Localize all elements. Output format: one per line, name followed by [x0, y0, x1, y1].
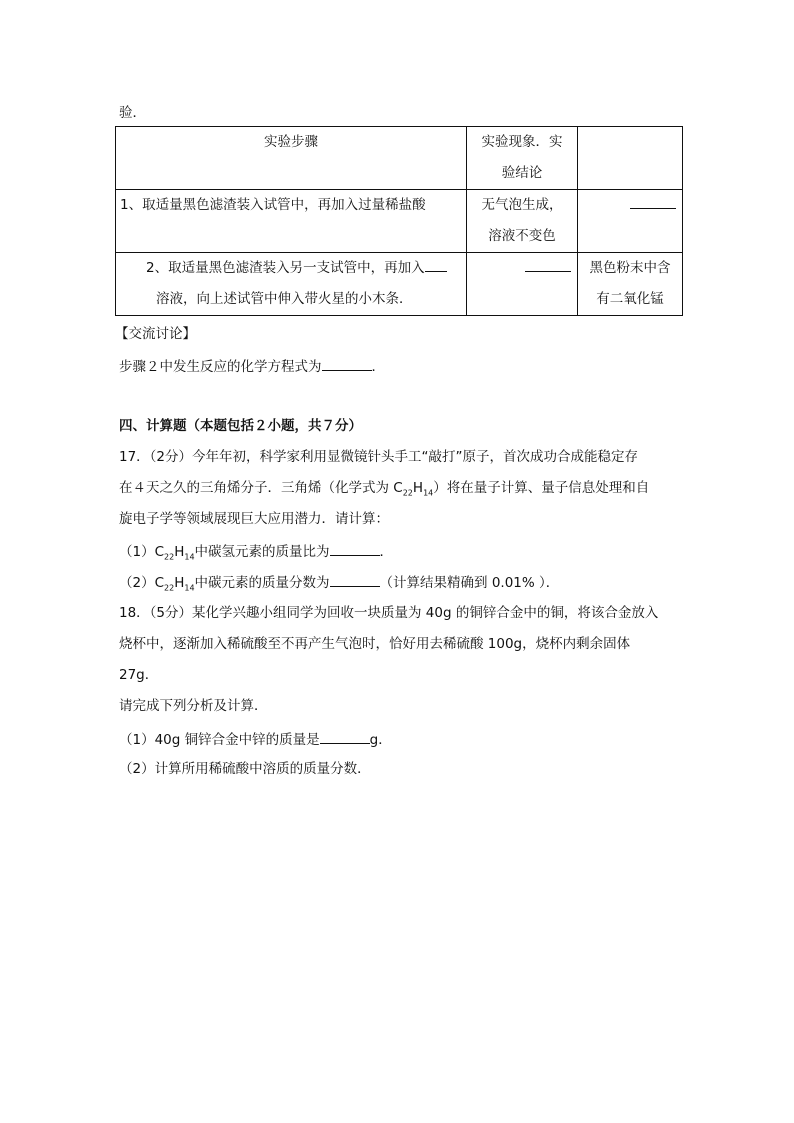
- answer-blank[interactable]: [330, 572, 380, 587]
- q18-line4: 请完成下列分析及计算．: [119, 698, 268, 714]
- discussion-prompt: 步骤２中发生反应的化学方程式为 ．: [119, 356, 385, 376]
- experiment-table: [115, 126, 683, 316]
- header-observation: 实验现象．实 验结论: [467, 127, 578, 190]
- row2-conclusion: 黑色粉末中含 有二氧化锰: [578, 253, 683, 316]
- q17-sub1: $(1)C_{22}H_{14}$中碳氢元素的质量比为 ．: [119, 541, 393, 561]
- q18-line2: 烧杯中，逐渐加入稀硫酸至不再产生气泡时，恰好用去稀硫酸 100g，烧杯内剩余固体: [119, 636, 631, 652]
- q18-sub2: （2）计算所用稀硫酸中溶质的质量分数．: [119, 761, 371, 777]
- answer-blank[interactable]: [425, 257, 447, 272]
- q17-line3: 旋电子学等领域展现巨大应用潜力．请计算：: [119, 511, 389, 527]
- answer-blank[interactable]: [320, 729, 370, 744]
- answer-blank[interactable]: [330, 541, 380, 556]
- table-row: [116, 190, 683, 253]
- row1-step: 1、取适量黑色滤渣装入试管中，再加入过量稀盐酸: [116, 190, 467, 253]
- row1-observation: 无气泡生成， 溶液不变色: [467, 190, 578, 253]
- row2-observation: [467, 253, 578, 316]
- q18-sub1: （1）40g 铜锌合金中锌的质量是 g．: [119, 729, 392, 749]
- answer-blank[interactable]: [322, 356, 372, 371]
- q18-line1: 18．（5分）某化学兴趣小组同学为回收一块质量为 40g 的铜锌合金中的铜，将该合金放入: [119, 605, 659, 621]
- q18-line3: 27g．: [119, 667, 159, 683]
- discussion-heading: 【交流讨论】: [115, 326, 196, 342]
- answer-blank[interactable]: [525, 257, 571, 272]
- intro-fragment: 验．: [119, 105, 146, 121]
- header-steps: 实验步骤: [116, 127, 467, 190]
- row2-step: 2、取适量黑色滤渣装入另一支试管中，再加入 溶液，向上述试管中伸入带火星的小木条．: [116, 253, 467, 316]
- q17-sub2: $(2)C_{22}H_{14}$中碳元素的质量分数为 （计算结果精确到 0.01% ）．: [119, 572, 559, 592]
- table-row: [116, 253, 683, 316]
- q17-line2: 在４天之久的三角烯分子．三角烯（化学式为 $C_{22}H_{14}$）将在量子计算、量子信息处理和自: [119, 480, 650, 498]
- row1-conclusion: [578, 190, 683, 253]
- q17-line1: 17．（2分）今年年初，科学家利用显微镜针头手工“敲打”原子，首次成功合成能稳定存: [119, 449, 639, 465]
- section4-title: 四、计算题（本题包括２小题，共７分）: [119, 418, 362, 434]
- table-header-row: [116, 127, 683, 190]
- answer-blank[interactable]: [630, 194, 676, 209]
- header-conclusion: [578, 127, 683, 190]
